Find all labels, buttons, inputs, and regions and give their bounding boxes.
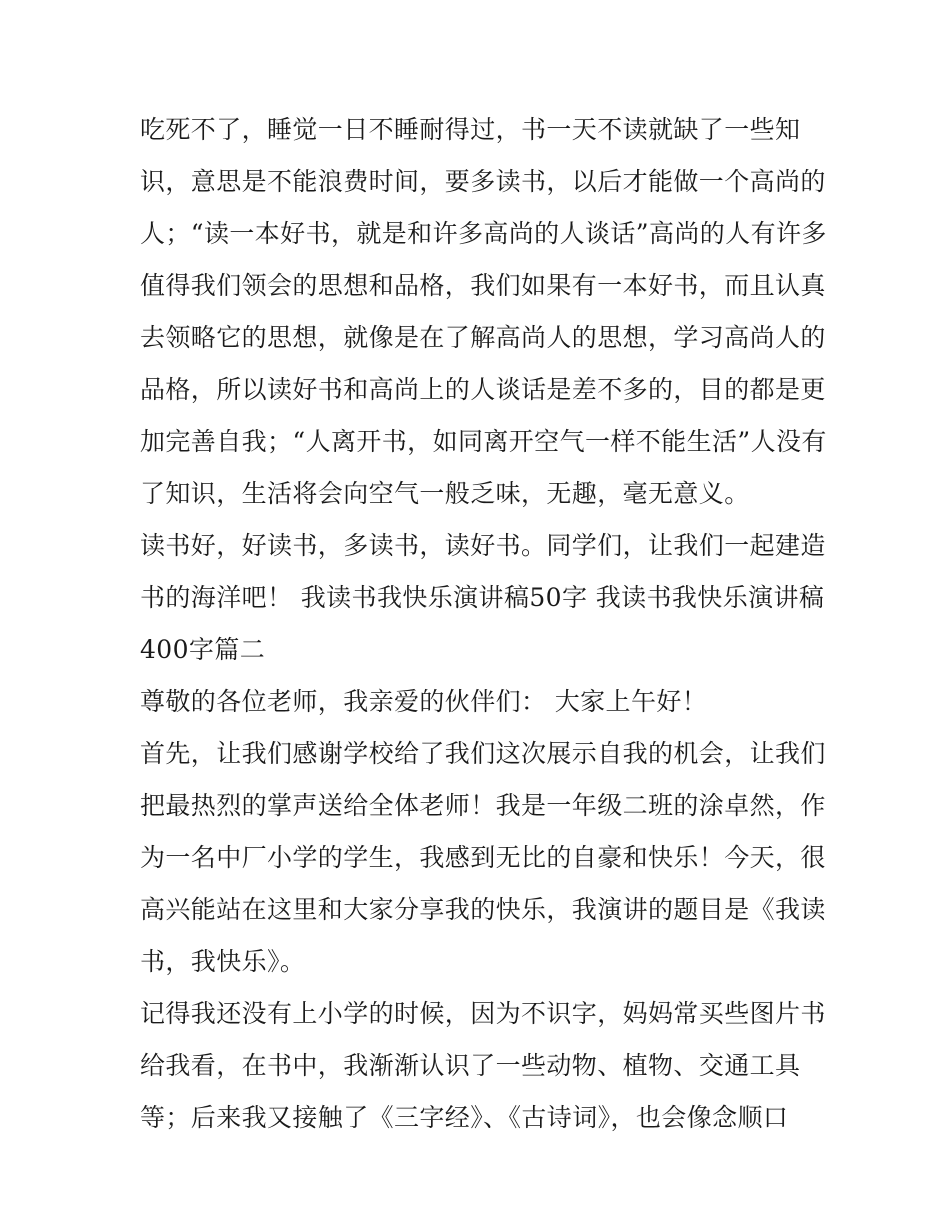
text-line: 尊敬的各位老师，我亲爱的伙伴们： 大家上午好！ xyxy=(140,687,708,716)
text-line: 400字篇二 xyxy=(140,635,266,664)
text-line: 等；后来我又接触了《三字经》、《古诗词》，也会像念顺口 xyxy=(140,1103,789,1132)
text-line: 记得我还没有上小学的时候，因为不识字，妈妈常买些图片书 xyxy=(140,999,826,1028)
text-line: 值得我们领会的思想和品格，我们如果有一本好书，而且认真 xyxy=(140,271,826,300)
text-line: 识，意思是不能浪费时间，要多读书，以后才能做一个高尚的 xyxy=(140,167,826,196)
text-line: 给我看，在书中，我渐渐认识了一些动物、植物、交通工具 xyxy=(140,1051,801,1080)
text-line: 品格，所以读好书和高尚上的人谈话是差不多的，目的都是更 xyxy=(140,375,826,404)
text-line: 去领略它的思想，就像是在了解高尚人的思想，学习高尚人的 xyxy=(140,323,826,352)
text-line: 书的海洋吧！ 我读书我快乐演讲稿50字 我读书我快乐演讲稿 xyxy=(140,583,825,612)
text-line: 加完善自我；“人离开书，如同离开空气一样不能生活”人没有 xyxy=(140,427,827,456)
text-line: 书，我快乐》。 xyxy=(140,947,306,976)
text-line: 把最热烈的掌声送给全体老师！我是一年级二班的涂卓然，作 xyxy=(140,791,826,820)
text-line: 吃死不了，睡觉一日不睡耐得过，书一天不读就缺了一些知 xyxy=(140,115,801,144)
text-line: 读书好，好读书，多读书，读好书。同学们，让我们一起建造 xyxy=(140,531,826,560)
text-line: 人；“读一本好书，就是和许多高尚的人谈话”高尚的人有许多 xyxy=(140,219,827,248)
text-line: 高兴能站在这里和大家分享我的快乐，我演讲的题目是《我读 xyxy=(140,895,826,924)
text-line: 为一名中厂小学的学生，我感到无比的自豪和快乐！今天，很 xyxy=(140,843,826,872)
text-line: 首先，让我们感谢学校给了我们这次展示自我的机会，让我们 xyxy=(140,739,826,768)
text-line: 了知识，生活将会向空气一般乏味，无趣，毫无意义。 xyxy=(140,479,750,508)
